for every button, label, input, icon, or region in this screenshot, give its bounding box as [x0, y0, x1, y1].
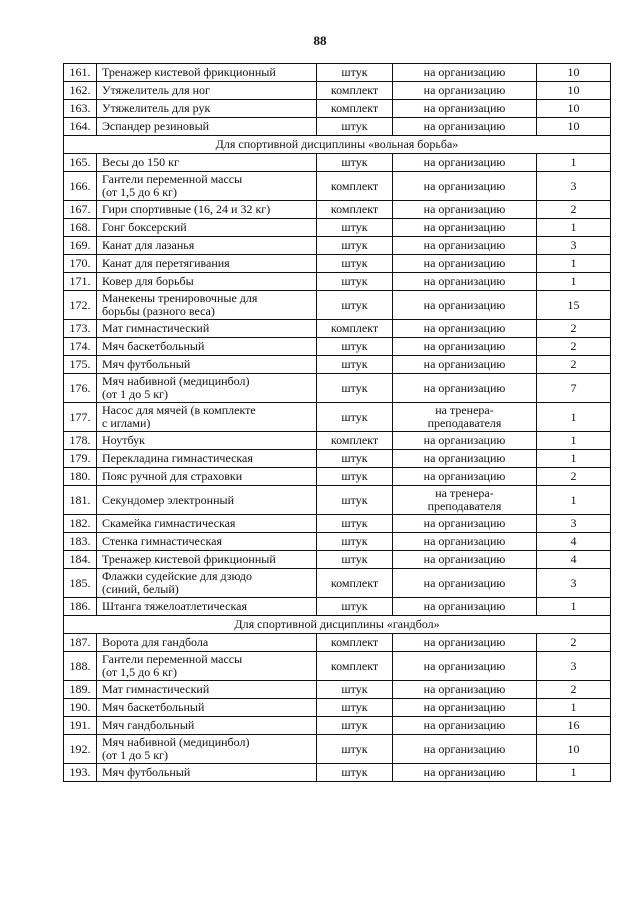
quantity: 7: [537, 374, 611, 403]
row-number: 177.: [64, 403, 97, 432]
unit-of-measure: штук: [317, 64, 393, 82]
allocation-scope: на организацию: [393, 450, 537, 468]
quantity: 4: [537, 533, 611, 551]
quantity: 2: [537, 634, 611, 652]
item-name: Гири спортивные (16, 24 и 32 кг): [97, 201, 317, 219]
allocation-scope: на тренера- преподавателя: [393, 486, 537, 515]
table-row: [64, 320, 611, 338]
row-number: 167.: [64, 201, 97, 219]
table-row: [64, 201, 611, 219]
row-number: 161.: [64, 64, 97, 82]
unit-of-measure: комплект: [317, 652, 393, 681]
unit-of-measure: штук: [317, 118, 393, 136]
item-name: Утяжелитель для рук: [97, 100, 317, 118]
quantity: 1: [537, 699, 611, 717]
allocation-scope: на организацию: [393, 100, 537, 118]
quantity: 4: [537, 551, 611, 569]
unit-of-measure: комплект: [317, 569, 393, 598]
item-name: Тренажер кистевой фрикционный: [97, 551, 317, 569]
row-number: 170.: [64, 255, 97, 273]
item-name: Штанга тяжелоатлетическая: [97, 598, 317, 616]
allocation-scope: на тренера- преподавателя: [393, 403, 537, 432]
unit-of-measure: штук: [317, 237, 393, 255]
allocation-scope: на организацию: [393, 82, 537, 100]
unit-of-measure: комплект: [317, 82, 393, 100]
quantity: 15: [537, 291, 611, 320]
item-name: Флажки судейские для дзюдо (синий, белый): [97, 569, 317, 598]
table-row: [64, 291, 611, 320]
allocation-scope: на организацию: [393, 255, 537, 273]
row-number: 172.: [64, 291, 97, 320]
allocation-scope: на организацию: [393, 219, 537, 237]
unit-of-measure: штук: [317, 450, 393, 468]
allocation-scope: на организацию: [393, 432, 537, 450]
table-row: [64, 515, 611, 533]
unit-of-measure: штук: [317, 273, 393, 291]
row-number: 189.: [64, 681, 97, 699]
row-number: 166.: [64, 172, 97, 201]
unit-of-measure: комплект: [317, 100, 393, 118]
unit-of-measure: штук: [317, 154, 393, 172]
quantity: 1: [537, 255, 611, 273]
table-row: [64, 338, 611, 356]
quantity: 2: [537, 468, 611, 486]
allocation-scope: на организацию: [393, 237, 537, 255]
row-number: 193.: [64, 764, 97, 782]
quantity: 2: [537, 356, 611, 374]
allocation-scope: на организацию: [393, 652, 537, 681]
unit-of-measure: штук: [317, 717, 393, 735]
item-name: Мяч футбольный: [97, 764, 317, 782]
unit-of-measure: штук: [317, 403, 393, 432]
quantity: 2: [537, 320, 611, 338]
quantity: 2: [537, 338, 611, 356]
table-row: [64, 681, 611, 699]
row-number: 171.: [64, 273, 97, 291]
unit-of-measure: штук: [317, 338, 393, 356]
unit-of-measure: штук: [317, 735, 393, 764]
item-name: Гантели переменной массы (от 1,5 до 6 кг): [97, 652, 317, 681]
table-row: [64, 533, 611, 551]
table-row: [64, 118, 611, 136]
unit-of-measure: штук: [317, 255, 393, 273]
allocation-scope: на организацию: [393, 764, 537, 782]
item-name: Утяжелитель для ног: [97, 82, 317, 100]
row-number: 182.: [64, 515, 97, 533]
row-number: 179.: [64, 450, 97, 468]
item-name: Весы до 150 кг: [97, 154, 317, 172]
unit-of-measure: штук: [317, 468, 393, 486]
section-title: Для спортивной дисциплины «вольная борьба»: [64, 136, 611, 154]
allocation-scope: на организацию: [393, 717, 537, 735]
quantity: 1: [537, 219, 611, 237]
allocation-scope: на организацию: [393, 273, 537, 291]
item-name: Гантели переменной массы (от 1,5 до 6 кг): [97, 172, 317, 201]
table-row: [64, 699, 611, 717]
row-number: 178.: [64, 432, 97, 450]
table-row: [64, 100, 611, 118]
row-number: 173.: [64, 320, 97, 338]
unit-of-measure: штук: [317, 291, 393, 320]
row-number: 175.: [64, 356, 97, 374]
allocation-scope: на организацию: [393, 551, 537, 569]
table-row: [64, 64, 611, 82]
row-number: 185.: [64, 569, 97, 598]
page-number: 88: [313, 33, 327, 48]
table-row: [64, 634, 611, 652]
quantity: 10: [537, 82, 611, 100]
quantity: 1: [537, 598, 611, 616]
item-name: Мяч набивной (медицинбол) (от 1 до 5 кг): [97, 735, 317, 764]
quantity: 1: [537, 273, 611, 291]
allocation-scope: на организацию: [393, 735, 537, 764]
item-name: Мяч баскетбольный: [97, 338, 317, 356]
quantity: 1: [537, 450, 611, 468]
quantity: 3: [537, 652, 611, 681]
quantity: 2: [537, 201, 611, 219]
item-name: Мяч баскетбольный: [97, 699, 317, 717]
item-name: Ворота для гандбола: [97, 634, 317, 652]
table-row: [64, 403, 611, 432]
allocation-scope: на организацию: [393, 533, 537, 551]
table-row: [64, 551, 611, 569]
table-row: [64, 219, 611, 237]
row-number: 188.: [64, 652, 97, 681]
allocation-scope: на организацию: [393, 515, 537, 533]
quantity: 1: [537, 486, 611, 515]
item-name: Перекладина гимнастическая: [97, 450, 317, 468]
quantity: 2: [537, 681, 611, 699]
equipment-table-body: [64, 64, 611, 782]
item-name: Манекены тренировочные для борьбы (разного веса): [97, 291, 317, 320]
table-row: [64, 468, 611, 486]
row-number: 191.: [64, 717, 97, 735]
item-name: Секундомер электронный: [97, 486, 317, 515]
table-row: [64, 598, 611, 616]
section-header-row: [64, 616, 611, 634]
row-number: 180.: [64, 468, 97, 486]
quantity: 1: [537, 154, 611, 172]
allocation-scope: на организацию: [393, 598, 537, 616]
row-number: 183.: [64, 533, 97, 551]
row-number: 176.: [64, 374, 97, 403]
table-row: [64, 717, 611, 735]
table-row: [64, 735, 611, 764]
item-name: Насос для мячей (в комплекте с иглами): [97, 403, 317, 432]
quantity: 10: [537, 64, 611, 82]
row-number: 187.: [64, 634, 97, 652]
unit-of-measure: комплект: [317, 201, 393, 219]
table-row: [64, 374, 611, 403]
unit-of-measure: штук: [317, 486, 393, 515]
row-number: 174.: [64, 338, 97, 356]
item-name: Канат для лазанья: [97, 237, 317, 255]
unit-of-measure: штук: [317, 219, 393, 237]
row-number: 164.: [64, 118, 97, 136]
unit-of-measure: штук: [317, 551, 393, 569]
quantity: 10: [537, 100, 611, 118]
row-number: 192.: [64, 735, 97, 764]
item-name: Гонг боксерский: [97, 219, 317, 237]
unit-of-measure: комплект: [317, 320, 393, 338]
item-name: Мяч футбольный: [97, 356, 317, 374]
row-number: 190.: [64, 699, 97, 717]
row-number: 165.: [64, 154, 97, 172]
unit-of-measure: комплект: [317, 172, 393, 201]
unit-of-measure: штук: [317, 515, 393, 533]
row-number: 163.: [64, 100, 97, 118]
unit-of-measure: штук: [317, 598, 393, 616]
quantity: 10: [537, 118, 611, 136]
row-number: 162.: [64, 82, 97, 100]
unit-of-measure: штук: [317, 681, 393, 699]
row-number: 168.: [64, 219, 97, 237]
quantity: 16: [537, 717, 611, 735]
allocation-scope: на организацию: [393, 338, 537, 356]
unit-of-measure: штук: [317, 699, 393, 717]
table-row: [64, 356, 611, 374]
item-name: Ноутбук: [97, 432, 317, 450]
section-header-row: [64, 136, 611, 154]
table-row: [64, 273, 611, 291]
table-row: [64, 764, 611, 782]
unit-of-measure: комплект: [317, 432, 393, 450]
quantity: 1: [537, 764, 611, 782]
allocation-scope: на организацию: [393, 681, 537, 699]
allocation-scope: на организацию: [393, 374, 537, 403]
item-name: Тренажер кистевой фрикционный: [97, 64, 317, 82]
allocation-scope: на организацию: [393, 291, 537, 320]
item-name: Скамейка гимнастическая: [97, 515, 317, 533]
item-name: Пояс ручной для страховки: [97, 468, 317, 486]
allocation-scope: на организацию: [393, 468, 537, 486]
table-row: [64, 82, 611, 100]
item-name: Ковер для борьбы: [97, 273, 317, 291]
quantity: 1: [537, 432, 611, 450]
item-name: Мат гимнастический: [97, 681, 317, 699]
unit-of-measure: штук: [317, 356, 393, 374]
quantity: 3: [537, 515, 611, 533]
allocation-scope: на организацию: [393, 356, 537, 374]
row-number: 186.: [64, 598, 97, 616]
allocation-scope: на организацию: [393, 172, 537, 201]
item-name: Мяч набивной (медицинбол) (от 1 до 5 кг): [97, 374, 317, 403]
table-row: [64, 450, 611, 468]
unit-of-measure: штук: [317, 533, 393, 551]
table-row: [64, 154, 611, 172]
allocation-scope: на организацию: [393, 320, 537, 338]
allocation-scope: на организацию: [393, 569, 537, 598]
allocation-scope: на организацию: [393, 634, 537, 652]
row-number: 181.: [64, 486, 97, 515]
quantity: 3: [537, 237, 611, 255]
item-name: Мат гимнастический: [97, 320, 317, 338]
section-title: Для спортивной дисциплины «гандбол»: [64, 616, 611, 634]
item-name: Канат для перетягивания: [97, 255, 317, 273]
row-number: 169.: [64, 237, 97, 255]
item-name: Мяч гандбольный: [97, 717, 317, 735]
table-row: [64, 172, 611, 201]
unit-of-measure: штук: [317, 764, 393, 782]
table-row: [64, 432, 611, 450]
quantity: 10: [537, 735, 611, 764]
allocation-scope: на организацию: [393, 699, 537, 717]
unit-of-measure: комплект: [317, 634, 393, 652]
allocation-scope: на организацию: [393, 201, 537, 219]
table-row: [64, 255, 611, 273]
quantity: 1: [537, 403, 611, 432]
quantity: 3: [537, 569, 611, 598]
table-row: [64, 237, 611, 255]
allocation-scope: на организацию: [393, 154, 537, 172]
item-name: Стенка гимнастическая: [97, 533, 317, 551]
table-row: [64, 569, 611, 598]
unit-of-measure: штук: [317, 374, 393, 403]
table-row: [64, 486, 611, 515]
equipment-table: [63, 63, 611, 782]
table-row: [64, 652, 611, 681]
item-name: Эспандер резиновый: [97, 118, 317, 136]
allocation-scope: на организацию: [393, 64, 537, 82]
row-number: 184.: [64, 551, 97, 569]
quantity: 3: [537, 172, 611, 201]
allocation-scope: на организацию: [393, 118, 537, 136]
